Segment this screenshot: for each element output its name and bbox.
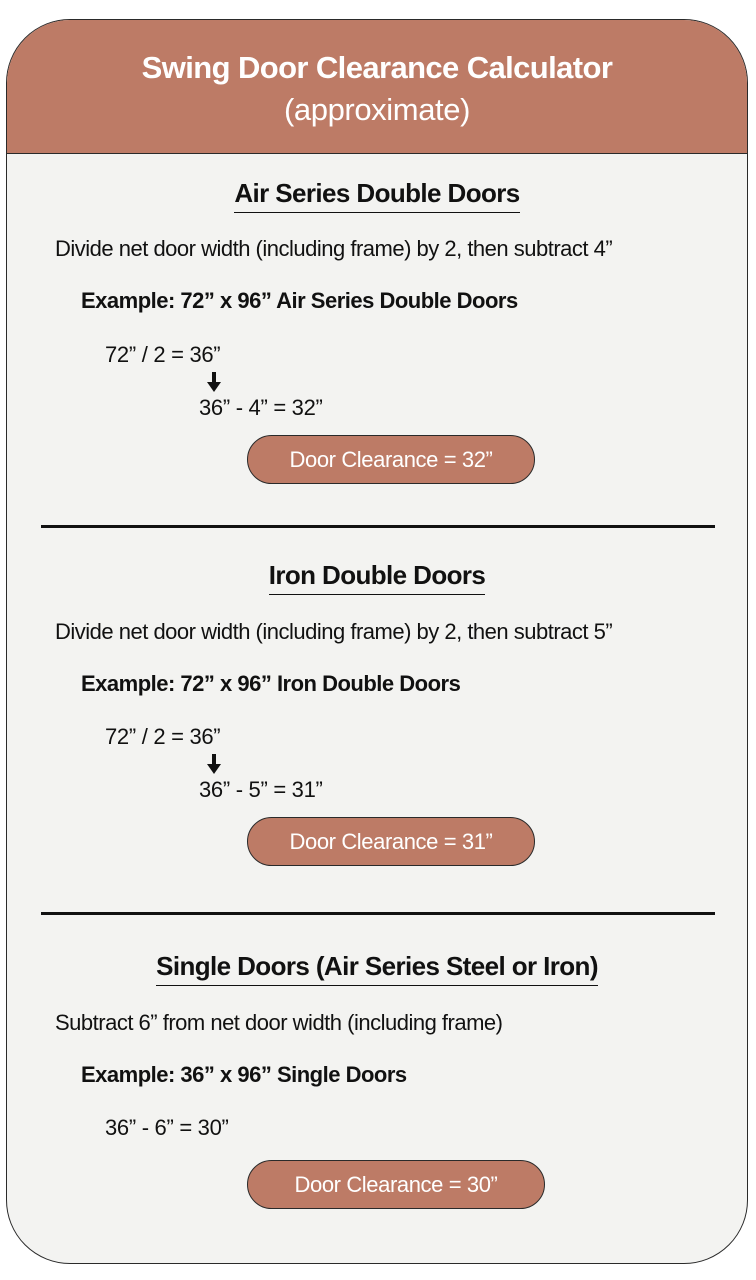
example-heading: Example: 72” x 96” Iron Double Doors — [81, 671, 461, 696]
example-heading: Example: 36” x 96” Single Doors — [81, 1062, 407, 1087]
door-clearance-result: Door Clearance = 31” — [247, 817, 535, 866]
section-description: Divide net door width (including frame) by 2, then subtract 4” — [55, 236, 613, 261]
section-title-iron-double: Iron Double Doors — [7, 560, 747, 595]
header-banner — [7, 20, 747, 154]
section-title-single-doors: Single Doors (Air Series Steel or Iron) — [7, 951, 747, 986]
calculator-card — [6, 19, 748, 1264]
calculation-step-subtract: 36” - 4” = 32” — [199, 395, 323, 420]
calculation-step-divide: 72” / 2 = 36” — [105, 342, 221, 367]
calculation-step-divide: 72” / 2 = 36” — [105, 724, 221, 749]
door-clearance-result: Door Clearance = 32” — [247, 435, 535, 484]
section-description: Subtract 6” from net door width (including frame) — [55, 1010, 503, 1035]
page-title: Swing Door Clearance Calculator — [141, 50, 613, 85]
section-description: Divide net door width (including frame) by 2, then subtract 5” — [55, 619, 613, 644]
example-heading: Example: 72” x 96” Air Series Double Doors — [81, 288, 518, 313]
calculation-step-subtract: 36” - 6” = 30” — [105, 1115, 229, 1140]
arrow-down-icon — [207, 372, 221, 392]
section-divider — [41, 525, 715, 528]
arrow-down-icon — [207, 754, 221, 774]
section-divider — [41, 912, 715, 915]
page-subtitle: (approximate) — [283, 92, 471, 127]
calculation-step-subtract: 36” - 5” = 31” — [199, 777, 323, 802]
section-title-air-series-double: Air Series Double Doors — [7, 178, 747, 213]
door-clearance-result: Door Clearance = 30” — [247, 1160, 545, 1209]
